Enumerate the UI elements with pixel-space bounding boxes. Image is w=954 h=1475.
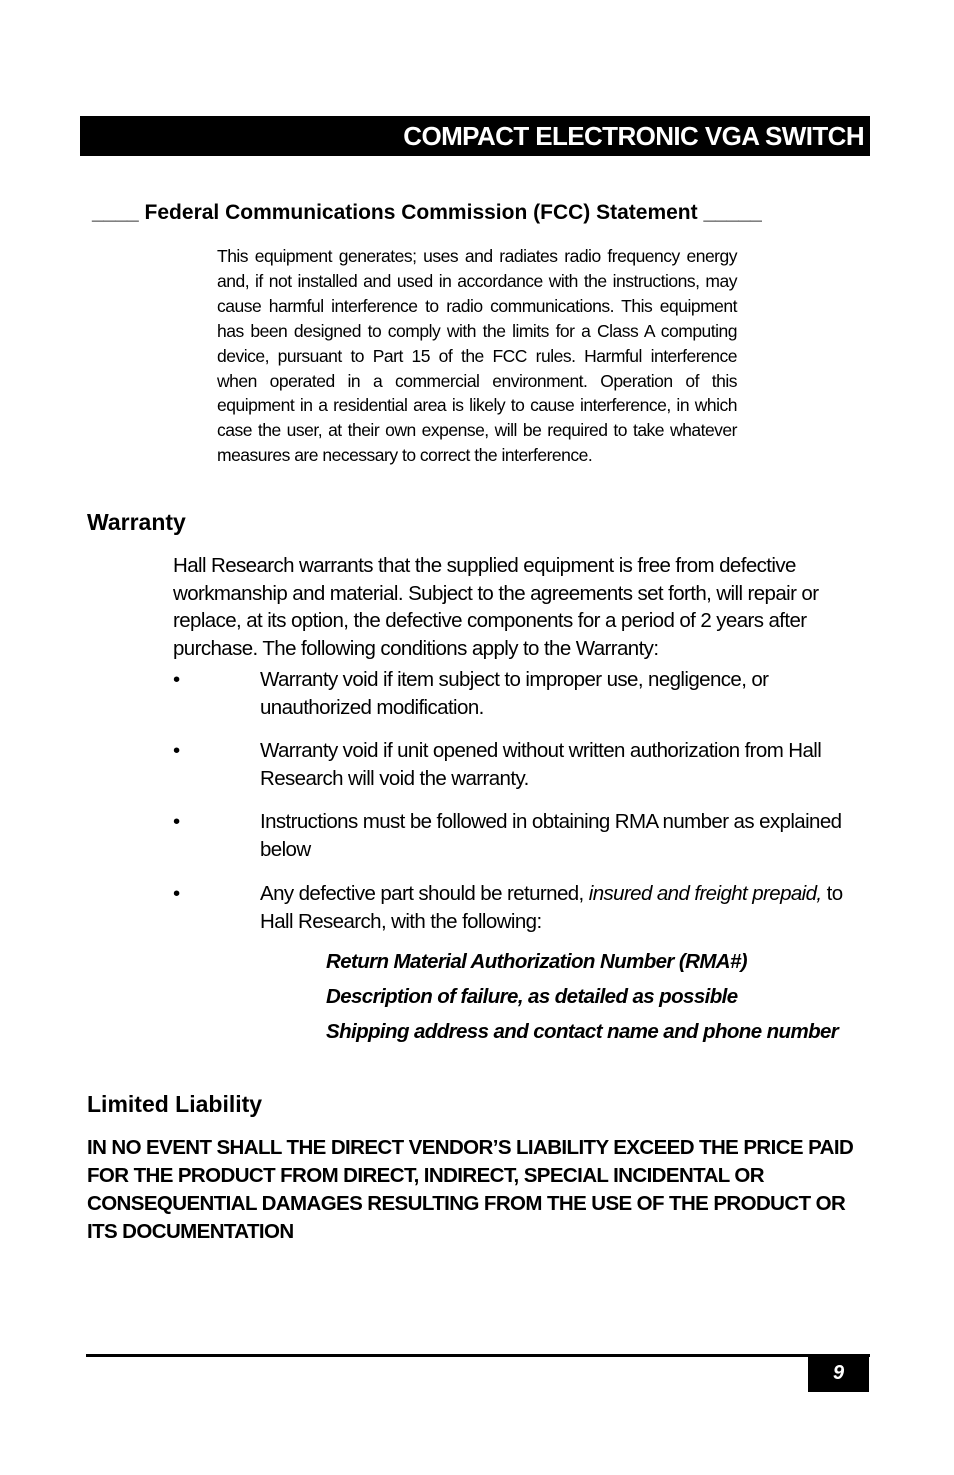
page-header-bar bbox=[80, 116, 870, 156]
limited-liability-text: IN NO EVENT SHALL THE DIRECT VENDOR’S LIABILITY EXCEED THE PRICE PAID FOR THE PRODUCT FROM DIRECT, INDIRECT, SPECIAL INCIDENTAL OR CONSEQUENTIAL DAMAGES RESULTING FROM THE USE OF THE PRODUCT OR ITS DOCUMENTATION bbox=[87, 1136, 854, 1243]
bullet-icon: • bbox=[173, 882, 180, 905]
bullet-text-end: to Hall Research, with the following: bbox=[260, 882, 843, 933]
limited-liability-heading: Limited Liability bbox=[87, 1091, 263, 1117]
warranty-intro: Hall Research warrants that the supplied equipment is free from defective workmanship and material. Subject to the agreements set forth, will repair or replace, at its option, the defective components for a period of 2 years after purchase. The following conditions apply to the Warranty: bbox=[173, 554, 819, 660]
bullet-icon: • bbox=[173, 810, 180, 833]
warranty-bullet-text: Warranty void if unit opened without written authorization from Hall Research will void the warranty. bbox=[260, 739, 822, 790]
warranty-bullet-text: Instructions must be followed in obtaining RMA number as explained below bbox=[260, 810, 842, 861]
warranty-bullet-text bbox=[260, 880, 870, 935]
warranty-bullet-text: Warranty void if item subject to improper use, negligence, or unauthorized modification. bbox=[260, 668, 769, 719]
bullet-icon: • bbox=[173, 739, 180, 762]
document-title: COMPACT ELECTRONIC VGA SWITCH bbox=[403, 120, 864, 151]
rma-item: Shipping address and contact name and phone number bbox=[326, 1020, 839, 1043]
rma-item: Description of failure, as detailed as possible bbox=[326, 985, 738, 1008]
page-number: 9 bbox=[832, 1362, 845, 1384]
fcc-statement-text: This equipment generates; uses and radiates radio frequency energy and, if not installed and used in accordance with the instructions, may cause harmful interference to radio communications. This equipment has been designed to comply with the limits for a Class A computing device, pursuant to Part 15 of the FCC rules. Harmful interference when operated in a commercial environment. Operation of this equipment in a residential area is likely to cause interference, in which case the user, at their own expense, will be required to take whatever measures are necessary to correct the interference. bbox=[217, 246, 737, 466]
fcc-heading: ____ Federal Communications Commission (FCC) Statement _____ bbox=[92, 201, 762, 224]
bullet-icon: • bbox=[173, 668, 180, 691]
warranty-heading: Warranty bbox=[87, 509, 186, 535]
rma-item: Return Material Authorization Number (RMA#) bbox=[326, 950, 748, 973]
bullet-text-emphasis: insured and freight prepaid, bbox=[588, 882, 822, 905]
footer-divider bbox=[86, 1354, 870, 1357]
page-number-badge bbox=[808, 1355, 869, 1392]
bullet-text-start: Any defective part should be returned, bbox=[260, 882, 589, 905]
